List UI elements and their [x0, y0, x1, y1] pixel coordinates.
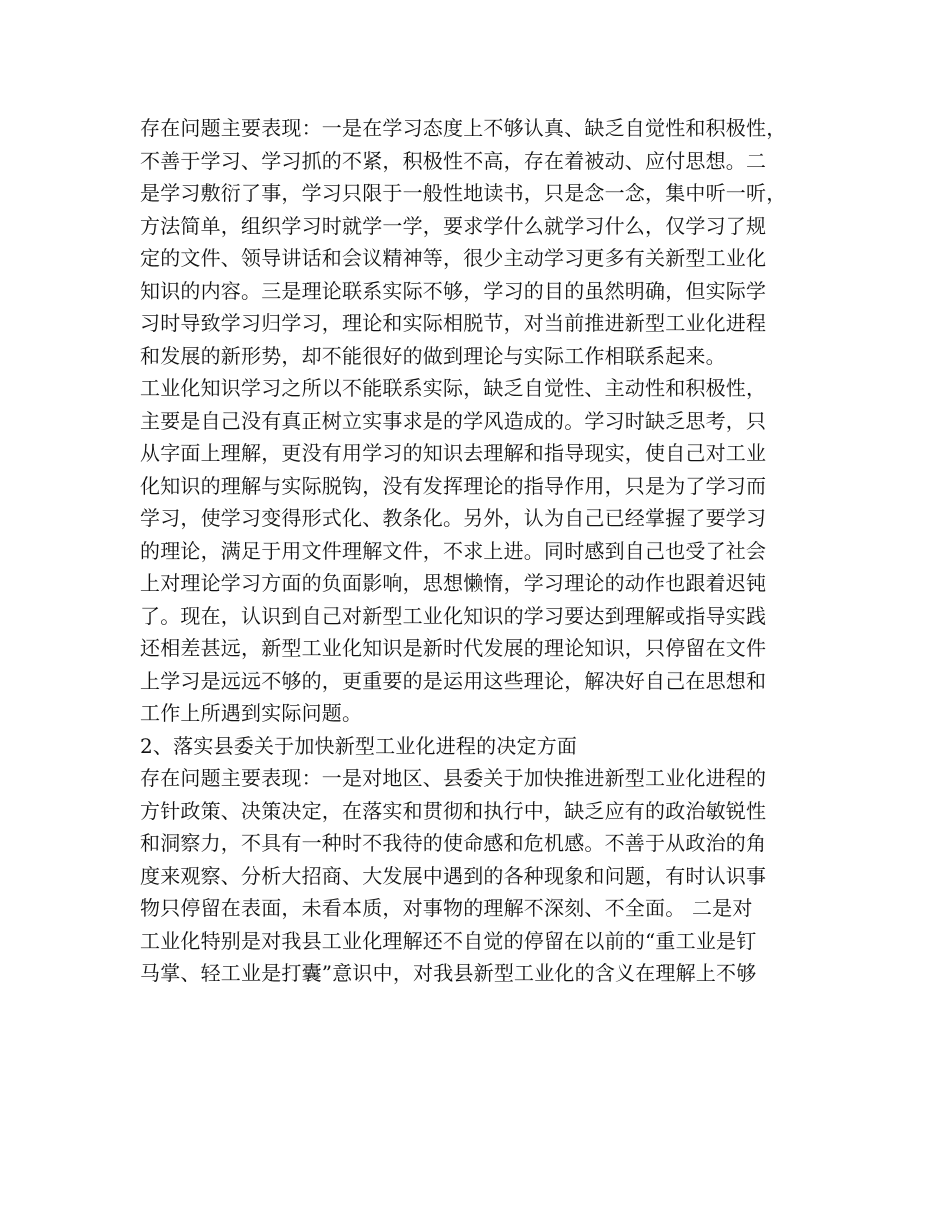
text-line: 上学习是远远不够的，更重要的是运用这些理论，解决好自己在思想和: [140, 668, 767, 693]
text-line: 了。现在，认识到自己对新型工业化知识的学习要达到理解或指导实践: [140, 603, 767, 628]
document-page: [140, 112, 820, 990]
text-line: 工业化知识学习之所以不能联系实际，缺乏自觉性、主动性和积极性，: [140, 376, 767, 400]
section-heading: 2、落实县委关于加快新型工业化进程的决定方面: [140, 733, 578, 758]
text-line: 不善于学习、学习抓的不紧，积极性不高，存在着被动、应付思想。二: [140, 148, 767, 173]
text-line: 习时导致学习归学习，理论和实际相脱节，对当前推进新型工业化进程: [140, 311, 767, 335]
text-line: 工作上所遇到实际问题。: [140, 701, 363, 725]
text-line: 是学习敷衍了事，学习只限于一般性地读书，只是念一念，集中听一听，: [140, 181, 787, 205]
text-line: 存在问题主要表现：一是在学习态度上不够认真、缺乏自觉性和积极性，: [140, 116, 787, 140]
text-line: 物只停留在表面，未看本质，对事物的理解不深刻、不全面。 二是对: [140, 896, 753, 920]
text-line: 度来观察、分析大招商、大发展中遇到的各种现象和问题，有时认识事: [140, 863, 767, 888]
text-line: 化知识的理解与实际脱钩，没有发挥理论的指导作用，只是为了学习而: [140, 473, 767, 498]
text-line: 还相差甚远，新型工业化知识是新时代发展的理论知识，只停留在文件: [140, 636, 767, 660]
text-line: 方法简单，组织学习时就学一学，要求学什么就学习什么，仅学习了规: [140, 213, 767, 238]
text-line: 方针政策、决策决定，在落实和贯彻和执行中，缺乏应有的政治敏锐性: [140, 798, 767, 823]
text-line: 和洞察力，不具有一种时不我待的使命感和危机感。不善于从政治的角: [140, 831, 767, 855]
text-line: 存在问题主要表现：一是对地区、县委关于加快推进新型工业化进程的: [140, 766, 767, 790]
text-line: 定的文件、领导讲话和会议精神等，很少主动学习更多有关新型工业化: [140, 246, 767, 270]
text-line: 学习，使学习变得形式化、教条化。另外，认为自己已经掌握了要学习: [140, 506, 767, 530]
text-line: 上对理论学习方面的负面影响，思想懒惰，学习理论的动作也跟着迟钝: [140, 571, 767, 595]
text-line: 马掌、轻工业是打囊”意识中，对我县新型工业化的含义在理解上不够: [140, 961, 757, 985]
text-line: 知识的内容。三是理论联系实际不够，学习的目的虽然明确，但实际学: [140, 278, 767, 303]
text-line: 从字面上理解，更没有用学习的知识去理解和指导现实，使自己对工业: [140, 441, 767, 465]
text-line: 的理论，满足于用文件理解文件，不求上进。同时感到自己也受了社会: [140, 538, 767, 563]
text-line: 主要是自己没有真正树立实事求是的学风造成的。学习时缺乏思考，只: [140, 408, 767, 433]
text-line: 和发展的新形势，却不能很好的做到理论与实际工作相联系起来。: [140, 343, 726, 368]
text-line: 工业化特别是对我县工业化理解还不自觉的停留在以前的“重工业是钉: [140, 928, 757, 953]
